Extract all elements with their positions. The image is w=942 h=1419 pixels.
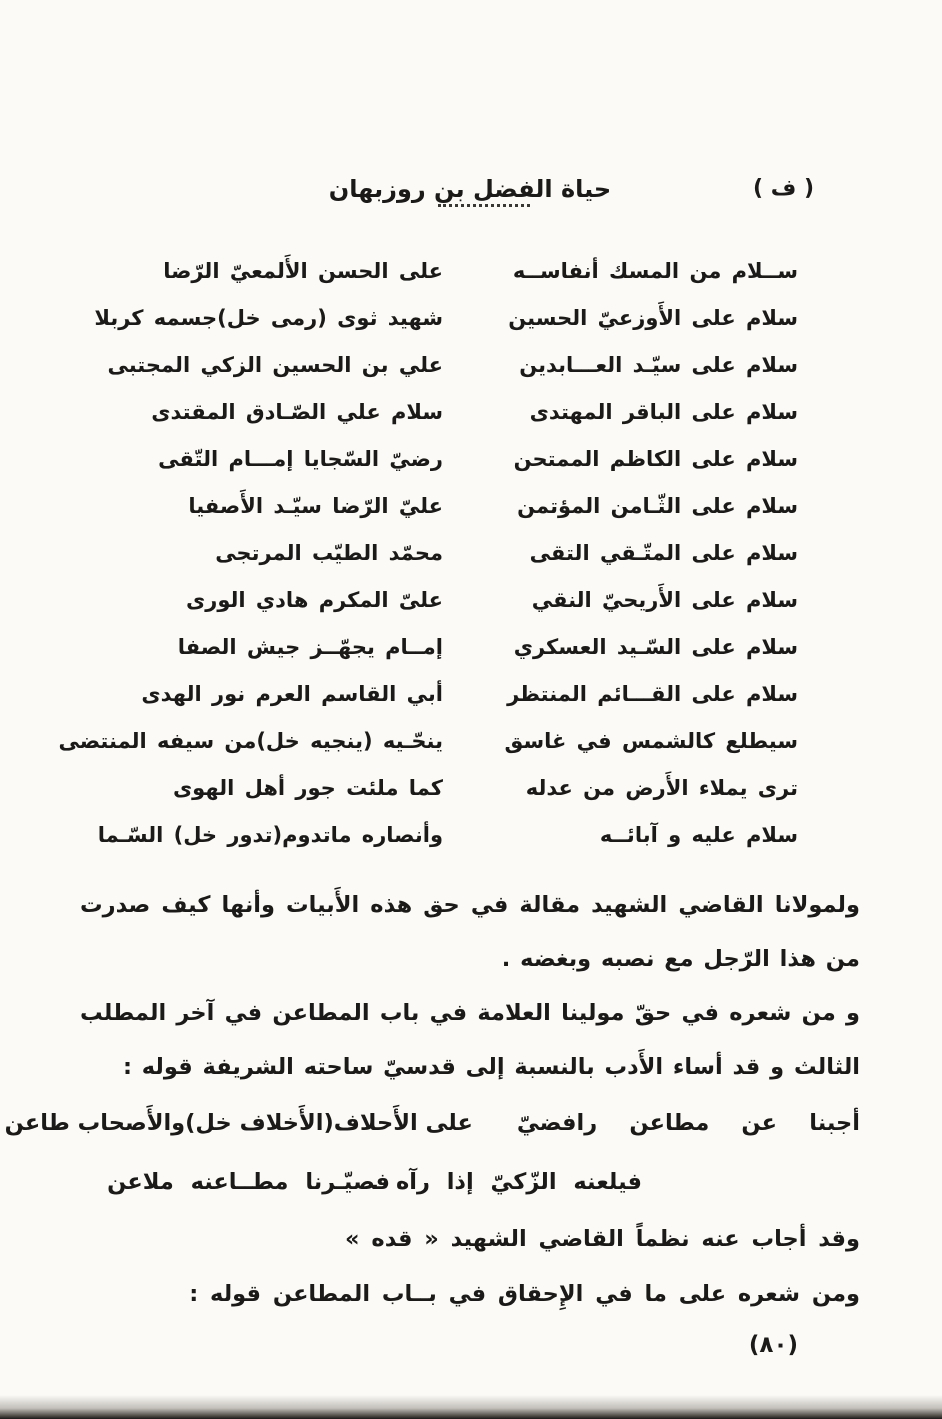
- page-number: (٨٠): [748, 1332, 798, 1358]
- hemistich-left: شهيد ثوى (رمى خل)جسمه كربلا: [94, 305, 443, 330]
- hemistich-right: سلام عليه و آبائــه: [599, 822, 798, 847]
- verse-line: [88, 670, 798, 717]
- hemistich-right: أجبنا عن مطاعن رافضيّ: [516, 1110, 860, 1136]
- hemistich-right: سلام على الكاظم الممتحن: [513, 446, 798, 471]
- satire-couplet-line-2: [80, 1152, 860, 1212]
- hemistich-right: سلام على سيّـد العـــابدين: [519, 352, 798, 377]
- verse-line: [88, 764, 798, 811]
- verse-line: [88, 435, 798, 482]
- page-header: [80, 175, 860, 223]
- hemistich-left: وأنصاره ماتدوم(تدور خل) السّـما: [97, 822, 443, 847]
- satire-couplet-line-1: [4, 1094, 860, 1152]
- hemistich-left: ينحّـيه (ينجيه خل)من سيفه المنتضى: [58, 728, 443, 753]
- verse-line: [88, 623, 798, 670]
- hemistich-left: علي بن الحسين الزكي المجتبى: [107, 352, 443, 377]
- hemistich-left: إمــام يجهّــز جيش الصفا: [177, 634, 443, 659]
- hemistich-left: فصيّـرنا مطــاعنه ملاعن: [107, 1169, 390, 1195]
- hemistich-right: سلام على الباقر المهتدى: [529, 399, 798, 424]
- section-marker: ( ف ): [753, 176, 814, 201]
- verse-line: [88, 388, 798, 435]
- verse-line: [88, 341, 798, 388]
- hemistich-right: سلام على الأَريحيّ النقي: [531, 587, 798, 612]
- hemistich-right: فيلعنه الزّكيّ إذا رآه .: [370, 1169, 642, 1195]
- hemistich-right: سلام على السّـيد العسكري: [513, 634, 798, 659]
- hemistich-left: على الأَحلاف(الأَخلاف خل)والأَصحاب طاعن: [4, 1110, 473, 1136]
- hemistich-right: سلام على القـــائم المنتظر: [507, 681, 798, 706]
- verse-line: [88, 576, 798, 623]
- verse-line: [88, 529, 798, 576]
- hemistich-right: ســلام من المسك أنفاســه: [512, 258, 798, 283]
- hemistich-right: سلام على المتّـقي التقى: [529, 540, 798, 565]
- hemistich-right: سيطلع كالشمس في غاسق: [504, 728, 798, 753]
- hemistich-right: سلام على الأَوزعيّ الحسين: [508, 305, 798, 330]
- reply-note: وقد أجاب عنه نظماً القاضي الشهيد « قده »: [345, 1226, 860, 1252]
- verse-line: [88, 247, 798, 294]
- hemistich-left: أبي القاسم العرم نور الهدى: [141, 681, 443, 706]
- title-underline: [438, 204, 530, 207]
- hemistich-left: كما ملئت جور أهل الهوى: [172, 775, 443, 800]
- hemistich-left: علىّ المكرم هادي الورى: [186, 587, 443, 612]
- verse-line: [88, 482, 798, 529]
- page-title: حياة الفضل بن روزبهان: [328, 175, 612, 203]
- verse-line: [88, 294, 798, 341]
- hemistich-right: ترى يملاء الأَرض من عدله: [525, 775, 798, 800]
- verse-line: [58, 717, 798, 764]
- hemistich-left: عليّ الرّضا سيّـد الأَصفيا: [188, 493, 443, 518]
- commentary-paragraph: ولمولانا القاضي الشهيد مقالة في حق هذه الأَبيات وأنها كيف صدرت من هذا الرّجل مع نصبه وبغضه .: [80, 892, 860, 972]
- hemistich-left: على الحسن الأَلمعيّ الرّضا: [163, 258, 443, 283]
- hemistich-left: رضيّ السّجايا إمـــام التّقى: [158, 446, 443, 471]
- hemistich-left: محمّد الطيّب المرتجى: [215, 540, 443, 565]
- verse-line: [88, 811, 798, 858]
- salutation-poem: [58, 247, 860, 858]
- hemistich-left: سلام علي الصّـادق المقتدى: [151, 399, 443, 424]
- scan-bottom-edge: [0, 1395, 942, 1419]
- introduction-paragraph: و من شعره في حقّ مولينا العلامة في باب المطاعن في آخر المطلب الثالث و قد أساء الأَدب بالنسبة إلى قدسيّ ساحته الشريفة قوله :: [80, 1000, 860, 1080]
- hemistich-right: سلام على الثّـامن المؤتمن: [517, 493, 798, 518]
- next-poem-intro: ومن شعره على ما في الإِحقاق في بــاب المطاعن قوله :: [189, 1281, 860, 1307]
